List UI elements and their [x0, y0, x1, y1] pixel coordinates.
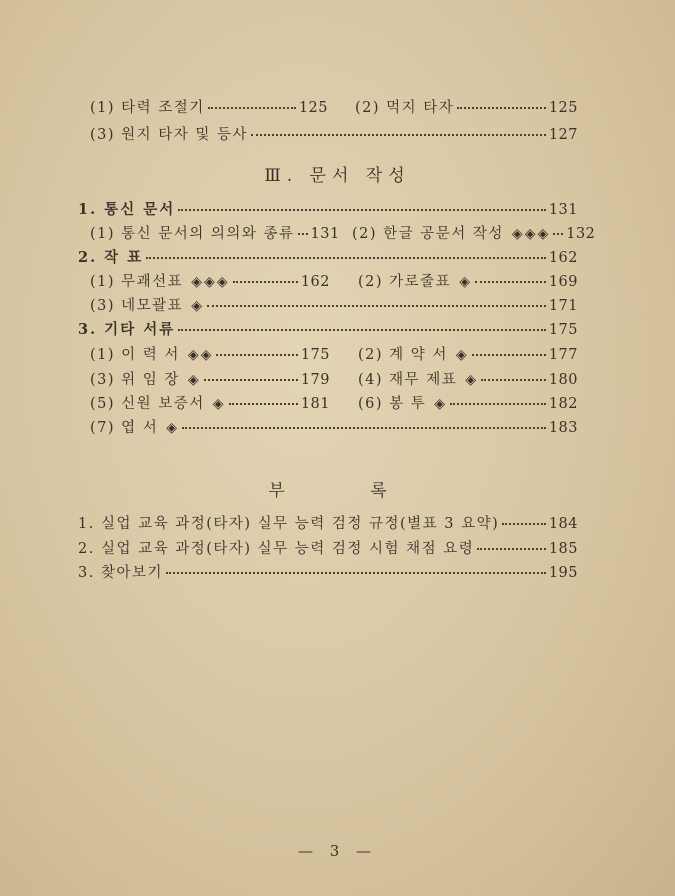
leader-dots — [477, 548, 546, 550]
diamond-icon: ◈◈◈ — [511, 226, 551, 242]
toc-entry-page: 184 — [548, 516, 578, 532]
toc-entry-appendix — [78, 512, 578, 533]
toc-entry-page: 131 — [310, 226, 340, 242]
toc-entry-page: 171 — [548, 298, 578, 314]
toc-entry-label: (3) 네모괄표 — [90, 298, 184, 314]
toc-subsection-communication — [78, 198, 578, 219]
leader-dots — [481, 379, 546, 381]
leader-dots — [178, 209, 546, 211]
appendix-heading: 부 록 — [268, 481, 427, 501]
toc-entry-label: (2) 먹지 타자 — [355, 100, 455, 116]
toc-entry-page: 125 — [298, 100, 328, 116]
toc-entry-page: 127 — [548, 127, 578, 143]
diamond-icon: ◈ — [191, 298, 204, 314]
toc-entry-label: 3. 기타 서류 — [78, 321, 176, 338]
toc-entry-label: (3) 위 임 장 — [90, 372, 180, 388]
toc-entry-label: (2) 계 약 서 — [358, 347, 448, 363]
toc-entry — [358, 392, 578, 413]
toc-entry-page: 162 — [300, 274, 330, 290]
toc-entry-page: 181 — [300, 396, 330, 412]
toc-entry-page: 132 — [566, 226, 596, 242]
section-heading: Ⅲ. 문서 작성 — [264, 166, 411, 186]
leader-dots — [472, 354, 546, 356]
toc-entry — [90, 392, 330, 413]
toc-subsection-tabulation — [78, 246, 578, 267]
toc-entry — [358, 270, 578, 291]
toc-entry-carbon-typing — [355, 96, 578, 117]
toc-entry — [90, 294, 578, 315]
diamond-icon: ◈ — [465, 372, 479, 388]
toc-entry — [358, 343, 578, 364]
leader-dots — [182, 427, 546, 429]
toc-entry — [90, 343, 330, 364]
page-number: — 3 — — [297, 842, 378, 860]
leader-dots — [146, 257, 546, 259]
diamond-icon: ◈ — [166, 420, 180, 436]
toc-entry-label: (1) 이 력 서 — [90, 347, 180, 363]
toc-entry-label: 2. 실업 교육 과정(타자) 실무 능력 검정 시험 채점 요령 — [78, 541, 475, 557]
leader-dots — [298, 233, 308, 235]
leader-dots — [207, 305, 546, 307]
diamond-icon: ◈ — [455, 347, 469, 363]
diamond-icon: ◈◈ — [187, 347, 214, 363]
toc-entry — [90, 222, 340, 243]
toc-entry-page: 131 — [548, 202, 578, 218]
toc-subsection-other-documents — [78, 318, 578, 339]
leader-dots — [457, 107, 546, 109]
leader-dots — [229, 403, 298, 405]
leader-dots — [450, 403, 546, 405]
toc-entry-page: 183 — [548, 420, 578, 436]
toc-entry-label: (7) 엽 서 — [90, 420, 159, 436]
toc-entry-label: (2) 가로줄표 — [358, 274, 452, 290]
toc-entry-page: 169 — [548, 274, 578, 290]
toc-entry-page: 180 — [548, 372, 578, 388]
toc-entry — [90, 270, 330, 291]
diamond-icon: ◈ — [459, 274, 472, 290]
toc-entry-page: 125 — [548, 100, 578, 116]
diamond-icon: ◈ — [187, 372, 201, 388]
toc-entry-label: (1) 무괘선표 — [90, 274, 184, 290]
leader-dots — [502, 523, 546, 525]
toc-entry-page: 162 — [548, 250, 578, 266]
toc-entry-label: 1. 통신 문서 — [78, 201, 176, 218]
toc-entry — [358, 368, 578, 389]
toc-entry-label: (2) 한글 공문서 작성 — [352, 226, 504, 242]
toc-entry-page: 177 — [548, 347, 578, 363]
toc-entry — [352, 222, 596, 243]
toc-entry-page: 195 — [548, 565, 578, 581]
leader-dots — [208, 107, 296, 109]
leader-dots — [216, 354, 297, 356]
toc-entry-ribbon-adjuster — [90, 96, 328, 117]
toc-entry-page: 179 — [300, 372, 330, 388]
toc-entry-label: 1. 실업 교육 과정(타자) 실무 능력 검정 규정(별표 3 요약) — [78, 516, 500, 532]
toc-entry-appendix — [78, 561, 578, 582]
toc-entry-label: (4) 재무 제표 — [358, 372, 458, 388]
leader-dots — [166, 572, 546, 574]
leader-dots — [178, 329, 546, 331]
toc-entry-appendix — [78, 537, 578, 558]
diamond-icon: ◈ — [434, 396, 448, 412]
toc-entry-page: 175 — [300, 347, 330, 363]
toc-entry-label: 3. 찾아보기 — [78, 565, 163, 581]
diamond-icon: ◈◈◈ — [191, 274, 230, 290]
toc-entry-page: 175 — [548, 322, 578, 338]
leader-dots — [553, 233, 563, 235]
toc-entry-label: (6) 봉 투 — [358, 396, 427, 412]
toc-entry-label: (1) 타력 조절기 — [90, 100, 205, 116]
leader-dots — [475, 281, 546, 283]
toc-entry — [90, 368, 330, 389]
toc-entry-label: (1) 통신 문서의 의의와 종류 — [90, 226, 295, 242]
toc-entry-stencil-typing — [90, 123, 578, 144]
toc-entry — [90, 416, 578, 437]
leader-dots — [251, 134, 546, 136]
toc-entry-page: 182 — [548, 396, 578, 412]
toc-entry-label: (5) 신원 보증서 — [90, 396, 205, 412]
toc-entry-page: 185 — [548, 541, 578, 557]
leader-dots — [204, 379, 298, 381]
toc-entry-label: (3) 원지 타자 및 등사 — [90, 127, 249, 143]
toc-entry-label: 2. 작 표 — [78, 249, 144, 266]
diamond-icon: ◈ — [212, 396, 226, 412]
leader-dots — [233, 281, 298, 283]
